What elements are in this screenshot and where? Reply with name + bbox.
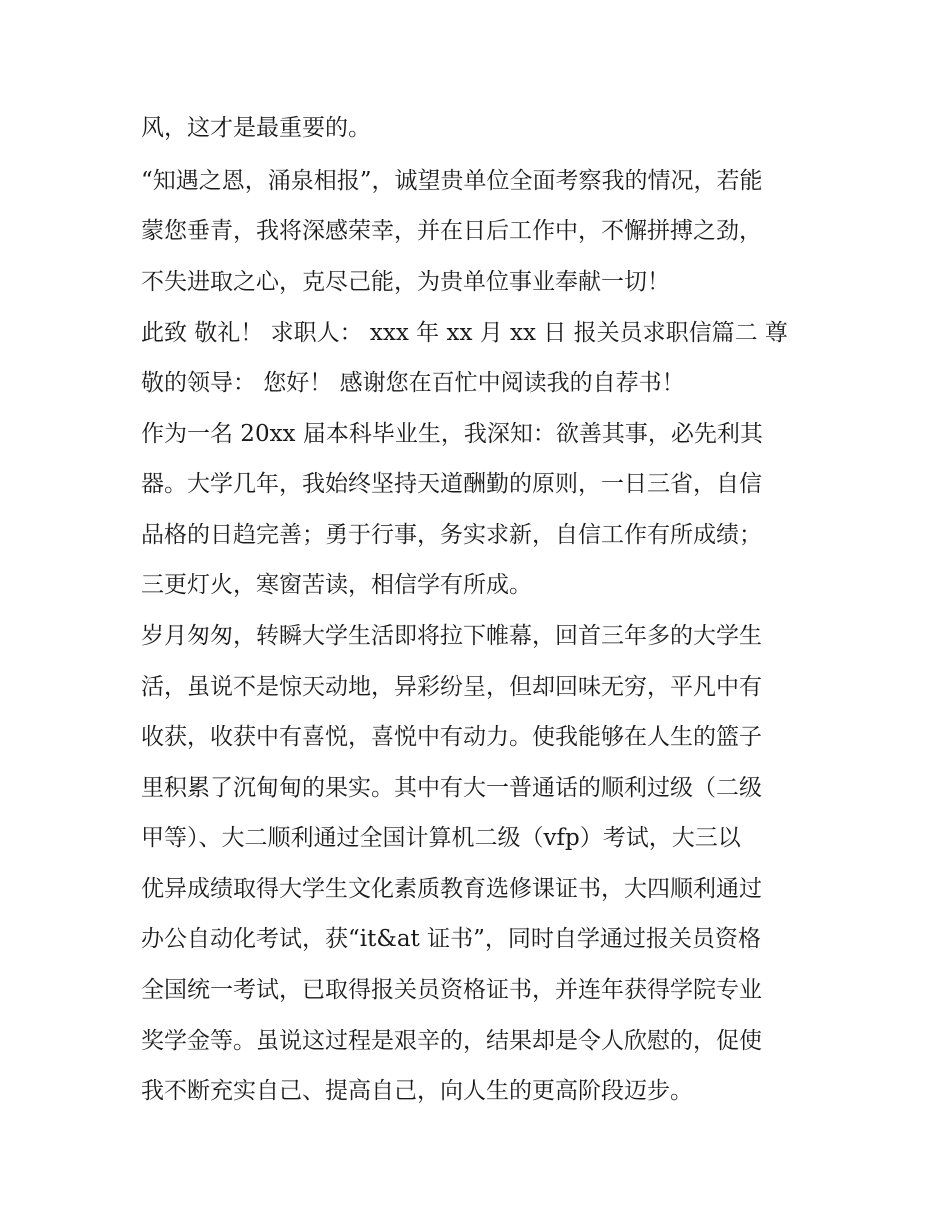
text-line: 收获，收获中有喜悦，喜悦中有动力。使我能够在人生的篮子 <box>141 724 762 750</box>
text-line: 风，这才是最重要的。 <box>141 115 371 141</box>
text-line: 此致 敬礼！ 求职人： xxx 年 xx 月 xx 日 报关员求职信篇二 尊 <box>141 320 788 346</box>
text-line: 全国统一考试，已取得报关员资格证书，并连年获得学院专业 <box>141 977 762 1003</box>
text-line: 甲等）、大二顺利通过全国计算机二级（vfp）考试，大三以 <box>141 825 741 851</box>
text-line: 三更灯火，寒窗苦读，相信学有所成。 <box>141 572 532 598</box>
text-line: 里积累了沉甸甸的果实。其中有大一普通话的顺利过级（二级 <box>141 775 762 801</box>
text-line: 办公自动化考试，获“it&at 证书”，同时自学通过报关员资格 <box>141 926 761 952</box>
text-line: 优异成绩取得大学生文化素质教育选修课证书，大四顺利通过 <box>141 876 762 902</box>
text-line: 奖学金等。虽说这过程是艰辛的，结果却是令人欣慰的，促使 <box>141 1028 762 1054</box>
text-line: 品格的日趋完善；勇于行事，务实求新，自信工作有所成绩； <box>141 522 762 548</box>
text-line: 敬的领导： 您好！ 感谢您在百忙中阅读我的自荐书！ <box>141 370 685 396</box>
text-line: 蒙您垂青，我将深感荣幸，并在日后工作中，不懈拼搏之劲， <box>141 218 762 244</box>
text-line: 活，虽说不是惊天动地，异彩纷呈，但却回味无穷，平凡中有 <box>141 674 762 700</box>
text-line: 器。大学几年，我始终坚持天道酬勤的原则，一日三省，自信 <box>141 471 762 497</box>
text-line: “知遇之恩，涌泉相报”，诚望贵单位全面考察我的情况，若能 <box>141 168 763 194</box>
text-line: 岁月匆匆，转瞬大学生活即将拉下帷幕，回首三年多的大学生 <box>141 623 762 649</box>
text-line: 作为一名 20xx 届本科毕业生，我深知：欲善其事，必先利其 <box>141 421 763 447</box>
text-line: 不失进取之心，克尽己能，为贵单位事业奉献一切！ <box>141 269 670 295</box>
text-line: 我不断充实自己、提高自己，向人生的更高阶段迈步。 <box>141 1078 693 1104</box>
